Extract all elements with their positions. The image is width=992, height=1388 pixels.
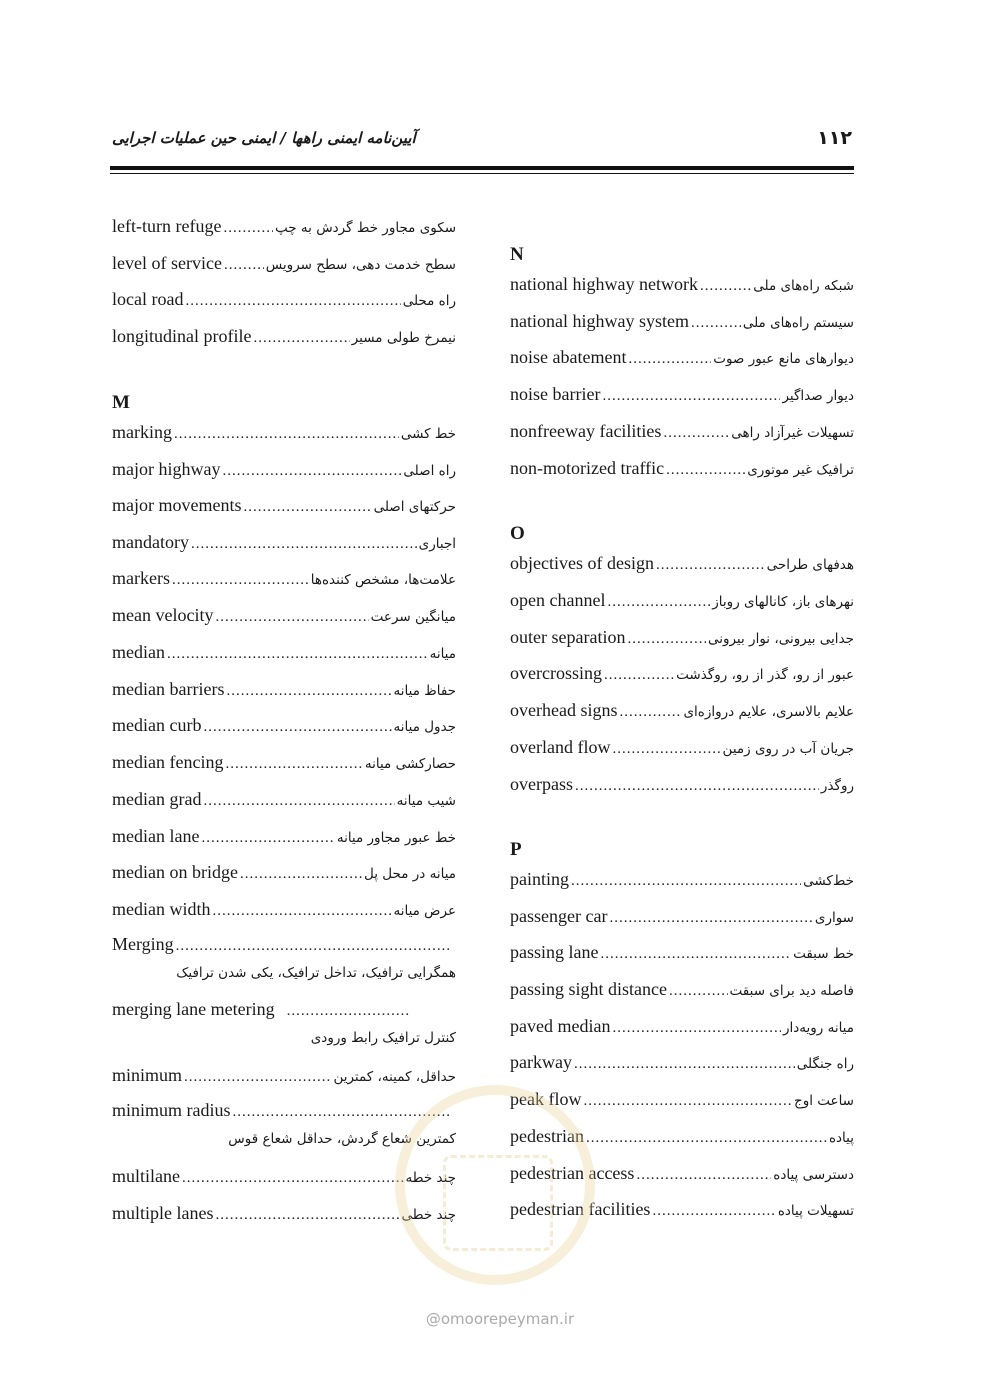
term-fa: دسترسی پیاده	[773, 1167, 854, 1183]
term-en: markers	[112, 568, 170, 588]
term-fa: علامت‌ها، مشخص کننده‌ها	[310, 572, 456, 588]
leader-dots	[172, 572, 309, 589]
term-en: national highway system	[510, 311, 689, 331]
glossary-entry	[510, 700, 854, 726]
term-en: mean velocity	[112, 605, 214, 625]
leader-dots	[224, 257, 264, 274]
term-en: objectives of design	[510, 553, 654, 573]
leader-dots	[663, 425, 729, 442]
term-en: median	[112, 642, 165, 662]
leader-dots	[700, 278, 751, 295]
term-fa: راه محلی	[402, 293, 456, 309]
leader-dots	[203, 793, 394, 810]
glossary-entry	[112, 999, 412, 1025]
term-fa: نیمرخ طولی مسیر	[351, 330, 456, 346]
leader-dots	[571, 873, 801, 890]
glossary-entry	[112, 326, 456, 352]
term-en: paved median	[510, 1016, 611, 1036]
glossary-entry	[510, 553, 854, 579]
leader-dots	[243, 499, 371, 516]
term-fa: جدول میانه	[393, 719, 456, 735]
glossary-entry	[112, 862, 456, 888]
term-fa: راه جنگلی	[796, 1056, 854, 1072]
leader-dots	[652, 1203, 775, 1220]
leader-dots	[223, 220, 273, 237]
term-en: mandatory	[112, 532, 189, 552]
term-en: peak flow	[510, 1089, 582, 1109]
term-en: non-motorized traffic	[510, 458, 665, 478]
leader-dots	[184, 1069, 331, 1086]
term-en: median lane	[112, 826, 200, 846]
term-en: outer separation	[510, 627, 626, 647]
glossary-entry	[510, 384, 854, 410]
term-en: passing lane	[510, 942, 599, 962]
glossary-entry	[510, 942, 854, 968]
glossary-entry	[510, 421, 854, 447]
term-fa: همگرایی ترافیک، تداخل ترافیک، یکی شدن ترافیک	[176, 965, 456, 981]
glossary-entry	[510, 774, 854, 800]
term-fa: میانگین سرعت	[370, 609, 456, 625]
term-fa: کمترین شعاع گردش، حداقل شعاع قوس	[228, 1131, 456, 1147]
leader-dots	[656, 557, 765, 574]
leader-dots	[201, 830, 334, 847]
leader-dots	[182, 1170, 404, 1187]
leader-dots	[691, 315, 741, 332]
glossary-entry	[510, 663, 854, 689]
glossary-entry	[112, 715, 456, 741]
glossary-entry	[510, 627, 854, 653]
leader-dots	[627, 631, 706, 648]
term-en: painting	[510, 869, 569, 889]
term-fa: عبور از رو، گذر از رو، روگذشت	[676, 667, 854, 683]
term-en: overhead signs	[510, 700, 618, 720]
term-en: median grad	[112, 789, 202, 809]
site-watermark-text: @omoorepeyman.ir	[425, 1310, 575, 1328]
glossary-entry	[510, 590, 854, 616]
glossary-entry	[510, 458, 854, 484]
term-fa: خط کشی	[400, 426, 456, 442]
section-letter-m: M	[112, 392, 130, 413]
glossary-entry	[510, 737, 854, 763]
term-en: open channel	[510, 590, 606, 610]
glossary-entry	[510, 1126, 854, 1152]
leader-dots	[600, 946, 791, 963]
term-fa: علایم بالاسری، علایم دروازه‌ای	[683, 704, 854, 720]
term-fa: فاصله دید برای سبقت	[729, 983, 854, 999]
leader-dots	[636, 1167, 771, 1184]
leader-dots	[669, 983, 728, 1000]
term-fa: میانه در محل پل	[364, 866, 456, 882]
leader-dots	[583, 1093, 792, 1110]
leader-dots	[203, 719, 391, 736]
leader-dots	[191, 536, 417, 553]
glossary-entry	[112, 495, 456, 521]
glossary-entry	[510, 869, 854, 895]
term-fa: میانه	[429, 646, 456, 662]
leader-dots	[575, 778, 819, 795]
glossary-entry	[112, 1203, 456, 1229]
term-fa: حرکتهای اصلی	[373, 499, 456, 515]
leader-dots	[253, 330, 349, 347]
term-en: nonfreeway facilities	[510, 421, 662, 441]
glossary-entry	[112, 289, 456, 315]
term-en: median barriers	[112, 679, 225, 699]
term-fa: جریان آب در روی زمین	[722, 741, 854, 757]
term-en: median width	[112, 899, 211, 919]
glossary-entry	[510, 1163, 854, 1189]
glossary-entry	[112, 679, 456, 705]
header-rule-thick	[110, 166, 854, 170]
leader-dots	[212, 903, 391, 920]
term-fa: دیوار صداگیر	[782, 388, 854, 404]
term-en: median curb	[112, 715, 202, 735]
term-en: left-turn refuge	[112, 216, 222, 236]
leader-dots	[225, 756, 362, 773]
leader-dots	[666, 462, 745, 479]
leader-dots	[233, 1104, 451, 1121]
page-number: ۱۱۲	[817, 127, 852, 149]
term-en: median fencing	[112, 752, 224, 772]
glossary-entry	[112, 642, 456, 668]
term-en: median on bridge	[112, 862, 238, 882]
leader-dots	[185, 293, 400, 310]
term-fa: کنترل ترافیک رابط ورودی	[310, 1030, 456, 1046]
leader-dots	[226, 683, 391, 700]
leader-dots	[215, 1207, 399, 1224]
glossary-entry	[112, 532, 456, 558]
term-en: major movements	[112, 495, 242, 515]
term-en: passenger car	[510, 906, 608, 926]
leader-dots	[612, 741, 720, 758]
section-letter-p: P	[510, 839, 522, 860]
term-en: marking	[112, 422, 172, 442]
term-fa: ترافیک غیر موتوری	[747, 462, 854, 478]
term-en: national highway network	[510, 274, 698, 294]
leader-dots	[619, 704, 681, 721]
term-en: passing sight distance	[510, 979, 667, 999]
term-en: minimum	[112, 1065, 183, 1085]
term-fa: تسهیلات پیاده	[777, 1203, 854, 1219]
term-en: pedestrian facilities	[510, 1199, 651, 1219]
glossary-entry	[510, 1052, 854, 1078]
leader-dots	[222, 463, 401, 480]
term-en: Merging	[112, 934, 174, 954]
term-fa: جدایی بیرونی، نوار بیرونی	[707, 631, 854, 647]
term-en: noise barrier	[510, 384, 601, 404]
glossary-entry	[112, 459, 456, 485]
term-fa: سکوی مجاور خط گردش به چپ	[275, 220, 456, 236]
leader-dots	[174, 426, 399, 443]
glossary-entry	[510, 274, 854, 300]
term-fa: خط‌کشی	[803, 873, 854, 889]
term-fa: سیستم راه‌های ملی	[742, 315, 854, 331]
leader-dots	[176, 938, 450, 955]
term-fa: روگذر	[820, 778, 854, 794]
term-fa: چند خطه	[405, 1170, 456, 1186]
leader-dots	[607, 594, 710, 611]
glossary-entry	[112, 899, 456, 925]
glossary-entry	[112, 752, 456, 778]
leader-dots	[628, 351, 711, 368]
glossary-entry	[510, 347, 854, 373]
glossary-entry	[112, 1100, 452, 1126]
term-fa: پیاده	[828, 1130, 854, 1146]
leader-dots	[586, 1130, 827, 1147]
term-en: overpass	[510, 774, 573, 794]
term-en: level of service	[112, 253, 222, 273]
term-en: overland flow	[510, 737, 611, 757]
term-fa: شبکه راه‌های ملی	[753, 278, 854, 294]
term-fa: حصارکشی میانه	[364, 756, 456, 772]
leader-dots	[609, 910, 812, 927]
glossary-entry	[112, 826, 456, 852]
glossary-entry	[112, 422, 456, 448]
glossary-entry	[510, 311, 854, 337]
glossary-entry	[510, 979, 854, 1005]
term-fa: هدفهای طراحی	[766, 557, 854, 573]
term-en: major highway	[112, 459, 221, 479]
glossary-entry	[112, 789, 456, 815]
glossary-entry	[510, 1089, 854, 1115]
glossary-entry	[112, 605, 456, 631]
term-en: pedestrian	[510, 1126, 584, 1146]
glossary-entry	[112, 1065, 456, 1091]
term-fa: عرض میانه	[393, 903, 456, 919]
term-en: multiple lanes	[112, 1203, 214, 1223]
glossary-entry	[112, 1166, 456, 1192]
term-fa: سطح خدمت دهی، سطح سرویس	[265, 257, 456, 273]
term-fa: خط عبور مجاور میانه	[336, 830, 456, 846]
term-fa: سواری	[814, 910, 854, 926]
glossary-entry	[112, 253, 456, 279]
term-fa: حداقل، کمینه، کمترین	[333, 1069, 456, 1085]
term-en: minimum radius	[112, 1100, 231, 1120]
term-en: parkway	[510, 1052, 572, 1072]
glossary-entry	[510, 1016, 854, 1042]
term-fa: تسهیلات غیرآزاد راهی	[731, 425, 854, 441]
leader-dots	[604, 667, 674, 684]
glossary-entry	[510, 906, 854, 932]
leader-dots	[574, 1056, 795, 1073]
term-fa: ساعت اوج	[793, 1093, 854, 1109]
term-fa: اجباری	[418, 536, 456, 552]
running-title: آیین‌نامه ایمنی راهها / ایمنی حین عملیات اجرایی	[112, 129, 416, 147]
term-en: longitudinal profile	[112, 326, 252, 346]
section-letter-n: N	[510, 244, 524, 265]
term-fa: چند خطی	[401, 1207, 456, 1223]
term-fa: نهرهای باز، کانالهای روباز	[712, 594, 854, 610]
term-en: overcrossing	[510, 663, 602, 683]
term-fa: میانه رویه‌دار	[782, 1020, 854, 1036]
term-fa: شیب میانه	[396, 793, 456, 809]
term-fa: دیوارهای مانع عبور صوت	[713, 351, 854, 367]
leader-dots	[240, 866, 362, 883]
leader-dots	[602, 388, 780, 405]
leader-dots	[167, 646, 428, 663]
leader-dots	[612, 1020, 781, 1037]
term-en: local road	[112, 289, 184, 309]
header-rule-thin	[110, 173, 854, 174]
section-letter-o: O	[510, 523, 525, 544]
glossary-entry	[112, 934, 452, 960]
term-fa: خط سبقت	[793, 946, 854, 962]
leader-dots	[215, 609, 368, 626]
term-fa: راه اصلی	[403, 463, 456, 479]
term-en: pedestrian access	[510, 1163, 635, 1183]
leader-dots	[287, 1003, 410, 1020]
term-en: noise abatement	[510, 347, 627, 367]
glossary-entry	[510, 1199, 854, 1225]
term-en: merging lane metering	[112, 999, 275, 1019]
glossary-entry	[112, 568, 456, 594]
glossary-entry	[112, 216, 456, 242]
term-fa: حفاظ میانه	[393, 683, 456, 699]
term-en: multilane	[112, 1166, 180, 1186]
